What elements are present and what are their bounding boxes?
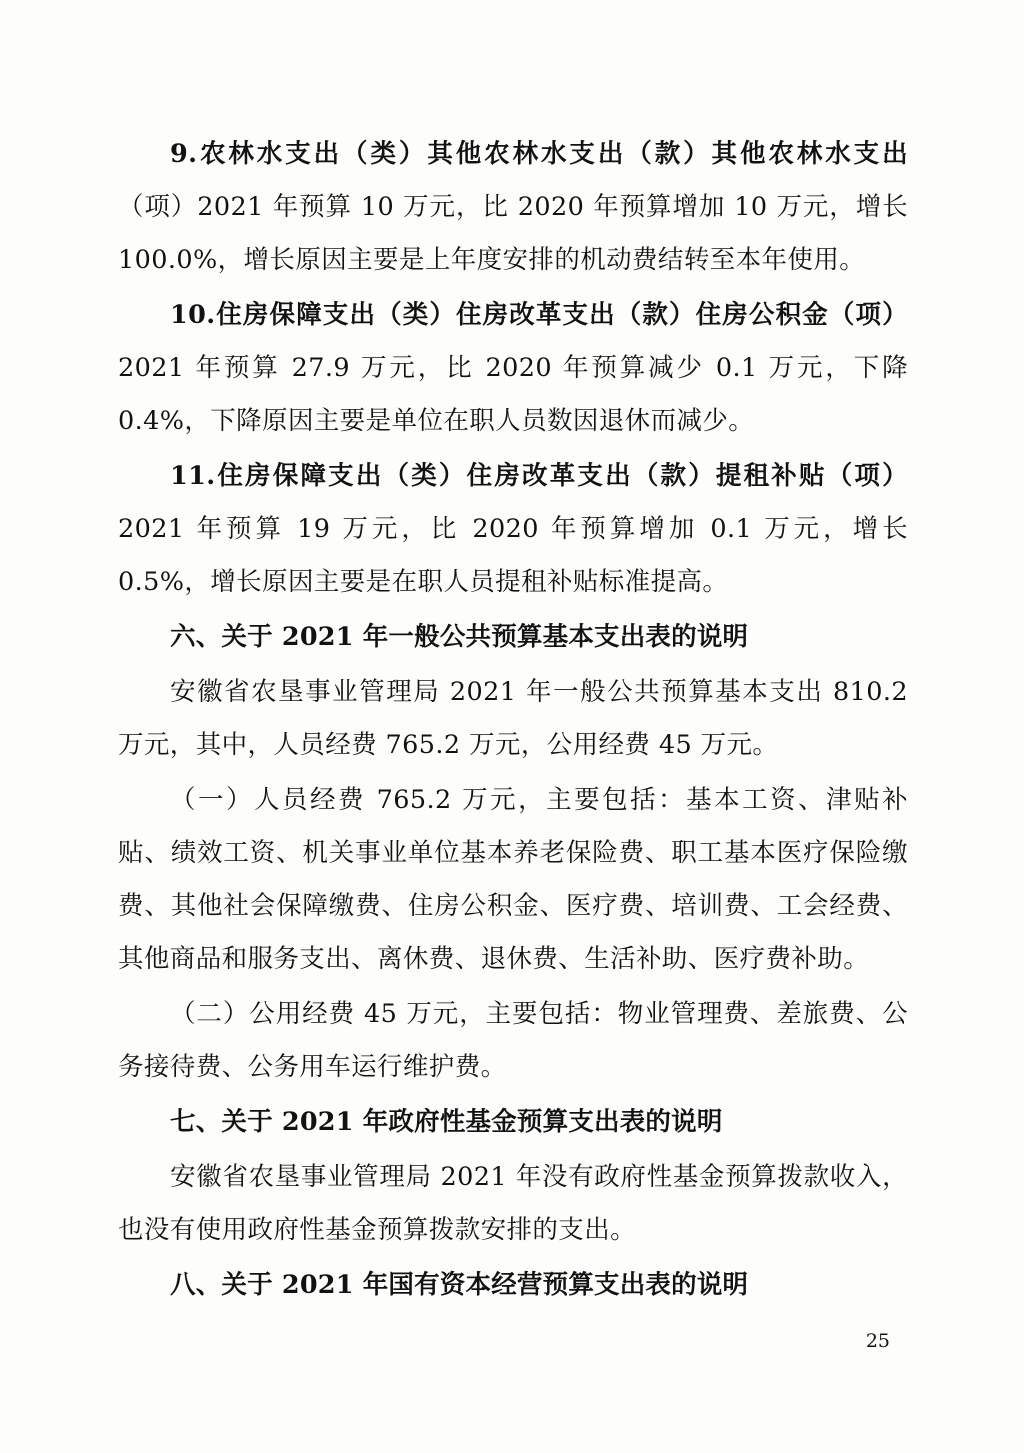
item-11-segment: 2021 年预算 19 万元，比 2020 年预算增加 0.1 万元，增长 0.5%，增长原因主要是在职人员提租补贴标准提高。 <box>118 514 908 597</box>
document-body <box>118 128 908 1314</box>
section-eight-heading-segment: 八、关于 2021 年国有资本经营预算支出表的说明 <box>170 1270 749 1300</box>
section-six-item-2 <box>118 988 908 1094</box>
item-9-segment: （项）2021 年预算 10 万元，比 2020 年预算增加 10 万元，增长 100.0%，增长原因主要是上年度安排的机动费结转至本年使用。 <box>118 192 908 275</box>
item-10 <box>118 289 908 448</box>
page-number: 25 <box>865 1330 890 1352</box>
item-10-segment: 2021 年预算 27.9 万元，比 2020 年预算减少 0.1 万元，下降 0.4%，下降原因主要是单位在职人员数因退休而减少。 <box>118 353 908 436</box>
section-seven-body-segment: 安徽省农垦事业管理局 2021 年没有政府性基金预算拨款收入，也没有使用政府性基金预算拨款安排的支出。 <box>118 1162 908 1245</box>
section-six-heading-segment: 六、关于 2021 年一般公共预算基本支出表的说明 <box>170 622 749 652</box>
section-seven-body <box>118 1151 908 1257</box>
section-six-heading <box>118 611 908 664</box>
item-9 <box>118 128 908 287</box>
section-eight-heading <box>118 1259 908 1312</box>
section-six-item-1-segment: （一）人员经费 765.2 万元，主要包括：基本工资、津贴补贴、绩效工资、机关事业单位基本养老保险费、职工基本医疗保险缴费、其他社会保障缴费、住房公积金、医疗费、培训费、工会经费、其他商品和服务支出、离休费、退休费、生活补助、医疗费补助。 <box>118 785 908 974</box>
section-six-item-1 <box>118 774 908 986</box>
item-11-segment: 11.住房保障支出（类）住房改革支出（款）提租补贴（项） <box>170 461 908 491</box>
section-seven-heading <box>118 1096 908 1149</box>
section-six-body-segment: 安徽省农垦事业管理局 2021 年一般公共预算基本支出 810.2 万元，其中，人员经费 765.2 万元，公用经费 45 万元。 <box>118 677 908 760</box>
section-six-body <box>118 666 908 772</box>
section-six-item-2-segment: （二）公用经费 45 万元，主要包括：物业管理费、差旅费、公务接待费、公务用车运行维护费。 <box>118 999 908 1082</box>
section-seven-heading-segment: 七、关于 2021 年政府性基金预算支出表的说明 <box>170 1107 723 1137</box>
item-10-segment: 10.住房保障支出（类）住房改革支出（款）住房公积金（项） <box>170 300 908 330</box>
item-11 <box>118 450 908 609</box>
item-9-segment: 9.农林水支出（类）其他农林水支出（款）其他农林水支出 <box>170 139 908 169</box>
